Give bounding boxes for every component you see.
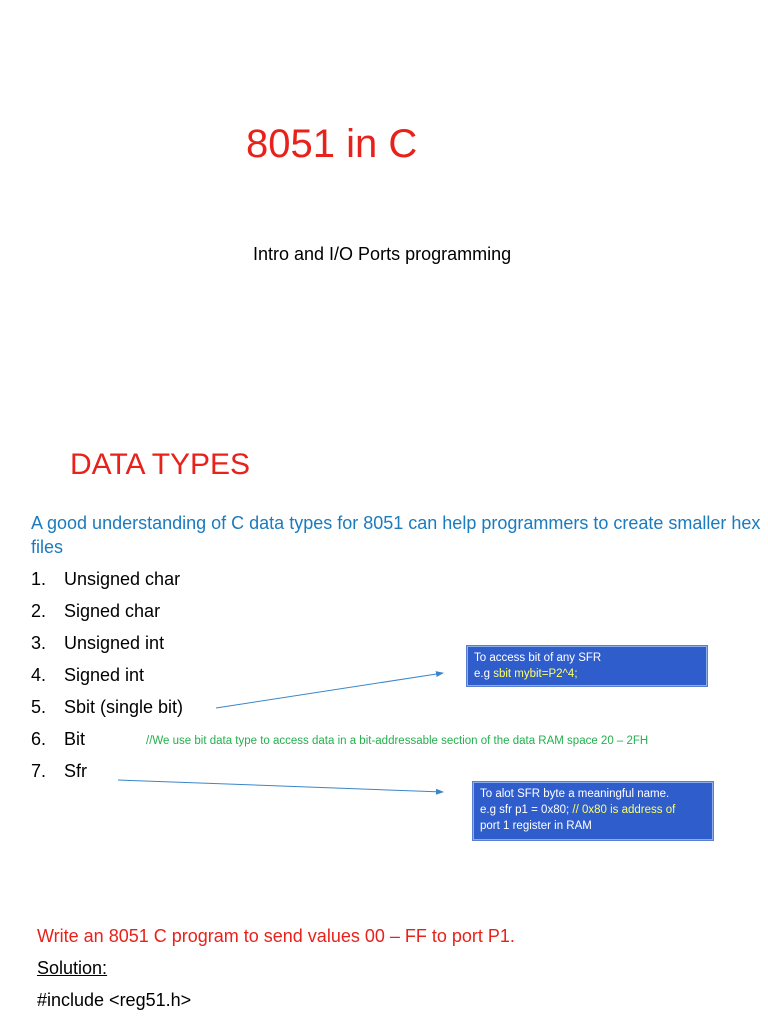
list-number: 7. <box>31 761 47 781</box>
list-label: Signed char <box>64 601 161 621</box>
section-heading: DATA TYPES <box>70 448 251 481</box>
solution-label: Solution: <box>37 958 108 978</box>
slide-title: 8051 in C <box>246 122 418 166</box>
callout-sfr-line2 <box>480 802 706 818</box>
callout-sfr-prefix: e.g sfr p1 = 0x80; <box>480 804 573 816</box>
callout-sfr <box>472 781 714 841</box>
callout-sbit-line2 <box>474 666 700 682</box>
callout-sbit-prefix: e.g <box>474 668 494 680</box>
sbit-arrow <box>216 673 443 708</box>
code-include-line: #include <reg51.h> <box>37 990 192 1010</box>
callout-sfr-comment: // 0x80 is address of <box>572 804 676 816</box>
list-label: Sbit (single bit) <box>64 697 184 717</box>
list-item <box>31 758 183 790</box>
callout-sbit-line1: To access bit of any SFR <box>474 652 602 664</box>
list-label: Unsigned int <box>64 633 165 653</box>
list-number: 4. <box>31 665 47 685</box>
callout-sfr-line1: To alot SFR byte a meaningful name. <box>480 788 670 800</box>
list-label: Unsigned char <box>64 569 181 589</box>
callout-sfr-line3: port 1 register in RAM <box>480 820 592 832</box>
slide-subtitle: Intro and I/O Ports programming <box>253 244 512 264</box>
list-label: Sfr <box>64 761 88 781</box>
bit-note: //We use bit data type to access data in a bit-addressable section of the data RAM space 20 – 2FH <box>146 735 649 747</box>
problem-statement: Write an 8051 C program to send values 00 – FF to port P1. <box>37 926 515 946</box>
list-number: 6. <box>31 729 47 749</box>
intro-text: A good understanding of C data types for 8051 can help programmers to create smaller hex files <box>31 513 761 557</box>
callout-sbit <box>466 645 708 687</box>
callout-sbit-code: sbit mybit=P2^4; <box>493 668 578 680</box>
list-item <box>31 630 183 662</box>
list-item <box>31 662 183 694</box>
list-item <box>31 598 183 630</box>
list-number: 1. <box>31 569 47 589</box>
list-number: 5. <box>31 697 47 717</box>
data-types-list <box>31 566 183 790</box>
list-label: Signed int <box>64 665 145 685</box>
list-number: 3. <box>31 633 47 653</box>
list-item <box>31 566 183 598</box>
list-number: 2. <box>31 601 47 621</box>
list-label: Bit <box>64 729 86 749</box>
list-item <box>31 694 183 726</box>
